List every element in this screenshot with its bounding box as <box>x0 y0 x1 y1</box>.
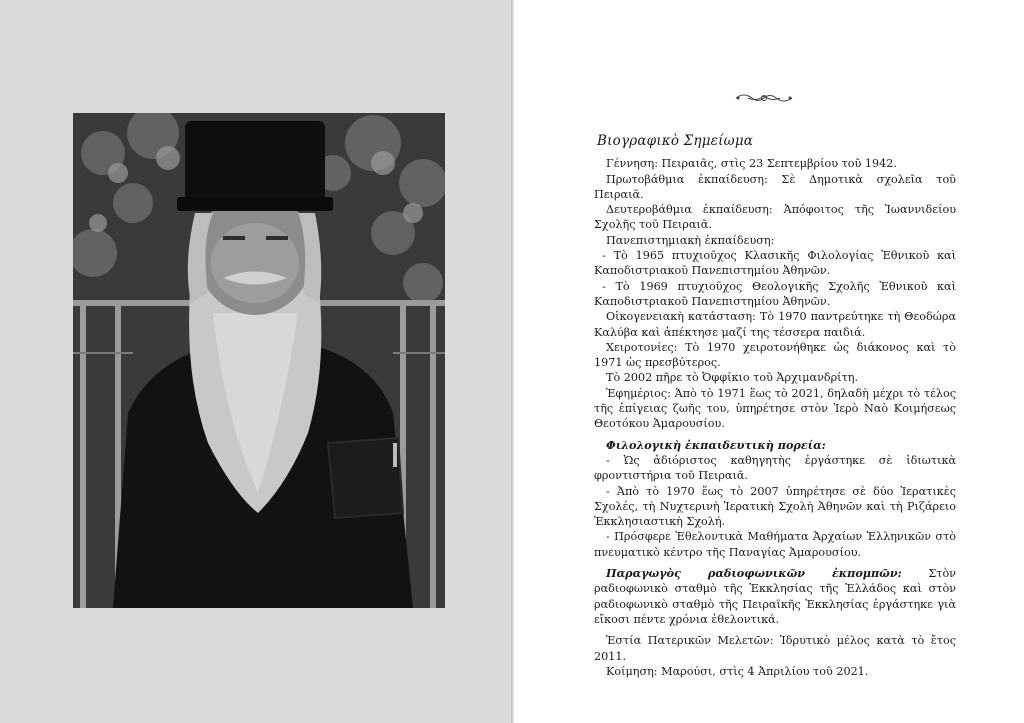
portrait-photo <box>73 113 445 608</box>
family-line: Οἰκογενειακὴ κατάσταση: Τὸ 1970 παντρεύτηκε τὴ Θεοδώρα Καλύβα καὶ ἀπέκτησε μαζί της τέσσερα παιδιά. <box>594 310 956 339</box>
death-line: Κοίμηση: Μαρούσι, στὶς 4 Ἀπριλίου τοῦ 2021. <box>606 664 869 678</box>
university-degree-2: - Τὸ 1969 πτυχιοῦχος Θεολογικῆς Σχολῆς Ἐθνικοῦ καὶ Καποδιστριακοῦ Πανεπιστημίου Ἀθηνῶν. <box>594 279 956 308</box>
university-degree-1: - Τὸ 1965 πτυχιοῦχος Κλασικῆς Φιλολογίας Ἐθνικοῦ καὶ Καποδιστριακοῦ Πανεπιστημίου Ἀθηνῶν. <box>594 249 956 278</box>
radio-text: Στὸν ραδιοφωνικὸ σταθμὸ τῆς Ἐκκλησίας τῆς Ἑλλάδος καὶ στὸν ραδιοφωνικὸ σταθμὸ τῆς Πειραϊκῆς Ἐκκλησίας ἐργάστηκε γιὰ εἴκοσι πέντε χρόνια ἐθελοντικά. <box>594 567 956 626</box>
radio-heading: Παραγωγὸς ραδιοφωνικῶν ἐκπομπῶν: <box>606 566 902 581</box>
radio-paragraph <box>594 566 956 627</box>
ornament-icon <box>734 90 794 106</box>
biography-text <box>594 134 956 679</box>
page-title: Βιογραφικὸ Σημείωμα <box>597 133 754 149</box>
teaching-item-1: - Ὡς ἀδιόριστος καθηγητὴς ἐργάστηκε σὲ ἰδιωτικὰ φροντιστήρια τοῦ Πειραιᾶ. <box>594 453 956 483</box>
teaching-item-2: - Ἀπὸ τὸ 1970 ἕως τὸ 2007 ὑπηρέτησε σὲ δύο Ἱερατικὲς Σχολές, τὴ Νυχτερινὴ Ἱερατικὴ Σχολὴ Ἀθηνῶν καὶ τὴ Ριζάρειο Ἐκκλησιαστικὴ Σχολή. <box>594 484 956 529</box>
parish-line: Ἐφημέριος: Ἀπὸ τὸ 1971 ἕως τὸ 2021, δηλαδὴ μέχρι τὸ τέλος τῆς ἐπίγειας ζωῆς του, ὑπηρέτησε στὸν Ἱερὸ Ναὸ Κοιμήσεως Θεοτόκου Ἀμαρουσίου. <box>594 386 956 431</box>
hestia-line: Ἑστία Πατερικῶν Μελετῶν: Ἱδρυτικὸ μέλος κατὰ τὸ ἔτος 2011. <box>594 634 956 663</box>
birth-line: Γέννηση: Πειραιᾶς, στὶς 23 Σεπτεμβρίου τοῦ 1942. <box>606 157 897 171</box>
ordination-line: Χειροτονίες: Τὸ 1970 χειροτονήθηκε ὡς διάκονος καὶ τὸ 1971 ὡς πρεσβύτερος. <box>594 340 956 370</box>
portrait-illustration <box>73 113 445 608</box>
teaching-heading-text: Φιλολογικὴ ἐκπαιδευτικὴ πορεία: <box>606 437 826 452</box>
primary-education-line: Πρωτοβάθμια ἐκπαίδευση: Σὲ Δημοτικὰ σχολεῖα τοῦ Πειραιᾶ. <box>594 172 956 201</box>
teaching-heading <box>594 438 956 453</box>
office-line: Τὸ 2002 πῆρε τὸ Ὀφφίκιο τοῦ Ἀρχιμανδρίτη. <box>606 371 859 385</box>
secondary-education-line: Δευτεροβάθμια ἐκπαίδευση: Ἀπόφοιτος τῆς Ἰωαννιδείου Σχολῆς τοῦ Πειραιᾶ. <box>594 203 956 232</box>
teaching-item-3: - Πρόσφερε Ἐθελοντικὰ Μαθήματα Ἀρχαίων Ἑλληνικῶν στὸ πνευματικὸ κέντρο τῆς Παναγίας Ἀμαρουσίου. <box>594 530 956 559</box>
right-page <box>514 0 1024 723</box>
university-heading: Πανεπιστημιακὴ ἐκπαίδευση: <box>606 233 775 247</box>
